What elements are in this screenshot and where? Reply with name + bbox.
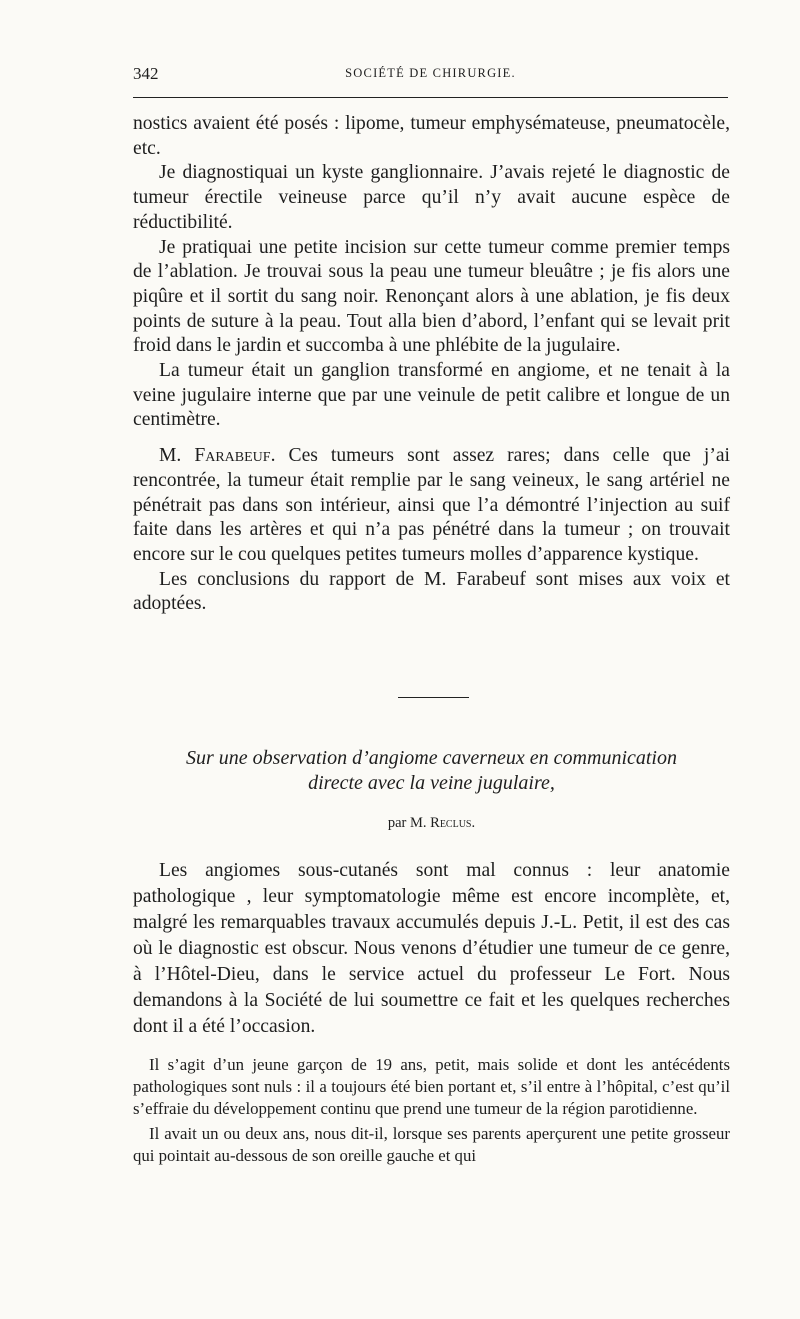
case-report xyxy=(133,1054,730,1167)
conclusion-paragraph: Les conclusions du rapport de M. Farabeuf sont mises aux voix et adoptées. xyxy=(133,568,730,615)
farabeuf-remark xyxy=(133,444,730,568)
article-introduction xyxy=(133,858,730,1040)
header-rule xyxy=(133,97,728,98)
byline-prefix: par M. xyxy=(387,815,427,831)
case-paragraph-2: Il avait un ou deux ans, nous dit-il, lorsque ses parents aperçurent une petite grosseur qui pointait au-dessous de son oreille gauche et qui xyxy=(133,1124,730,1165)
speaker-name: M. Farabeuf. xyxy=(159,445,276,467)
discussion-paragraph-2: Je diagnostiquai un kyste ganglionnaire. J’avais rejeté le diagnostic de tumeur érectile veineuse parce qu’il n’y avait aucune espèce de réductibilité. xyxy=(133,162,730,233)
section-divider xyxy=(398,697,469,698)
article-title-line-1: Sur une observation d’angiome caverneux en communication xyxy=(186,747,677,769)
intro-paragraph: Les angiomes sous-cutanés sont mal connus : leur anatomie pathologique , leur symptomatologie même est encore incomplète, et, malgré les remarquables travaux accumulés depuis J.-L. Petit, il est des cas où le diagnostic est obscur. Nous venons d’étudier une tumeur de ce genre, à l’Hôtel-Dieu, dans le service actuel du professeur Le Fort. Nous demandons à la Société de lui soumettre ce fait et les quelques recherches dont il a été l’occasion. xyxy=(133,860,730,1037)
case-paragraph-1: Il s’agit d’un jeune garçon de 19 ans, petit, mais solide et dont les antécédents pathologiques sont nuls : il a toujours été bien portant et, s’il entre à l’hôpital, c’est qu’il s’effraie du développement continu que prend une tumeur de la région parotidienne. xyxy=(133,1055,730,1118)
article-byline xyxy=(133,815,730,832)
discussion-paragraph-4: La tumeur était un ganglion transformé en angiome, et ne tenait à la veine jugulaire interne que par une veinule de petit calibre et longue de un centimètre. xyxy=(133,360,730,431)
farabeuf-remark-text: Ces tumeurs sont assez rares; dans celle que j’ai rencontrée, la tumeur était remplie par le sang veineux, le sang artériel ne pénétrait pas dans son intérieur, ainsi que l’a démontré l’injection au suif faite dans les artères et qui n’a pas pénétré dans la tumeur ; on trouvait encore sur le cou quelques petites tumeurs molles d’apparence kystique. xyxy=(133,445,731,565)
discussion-paragraph-3: Je pratiquai une petite incision sur cette tumeur comme premier temps de l’ablation. Je trouvai sous la peau une tumeur bleuâtre ; je fis alors une piqûre et il sortit du sang noir. Renonçant alors à une ablation, je fis deux points de suture à la peau. Tout alla bien d’abord, l’enfant qui se levait prit froid dans le jardin et succomba à une phlébite de la jugulaire. xyxy=(133,236,730,357)
article-title xyxy=(133,746,730,796)
discussion-section xyxy=(133,112,730,617)
discussion-paragraph-1: nostics avaient été posés : lipome, tumeur emphysémateuse, pneumatocèle, etc. xyxy=(133,113,730,159)
article-title-line-2: directe avec la veine jugulaire, xyxy=(308,772,555,794)
page-number: 342 xyxy=(133,64,159,83)
running-head: SOCIÉTÉ DE CHIRURGIE. xyxy=(345,66,516,80)
page-header xyxy=(133,64,728,88)
byline-author: Reclus. xyxy=(430,815,476,831)
